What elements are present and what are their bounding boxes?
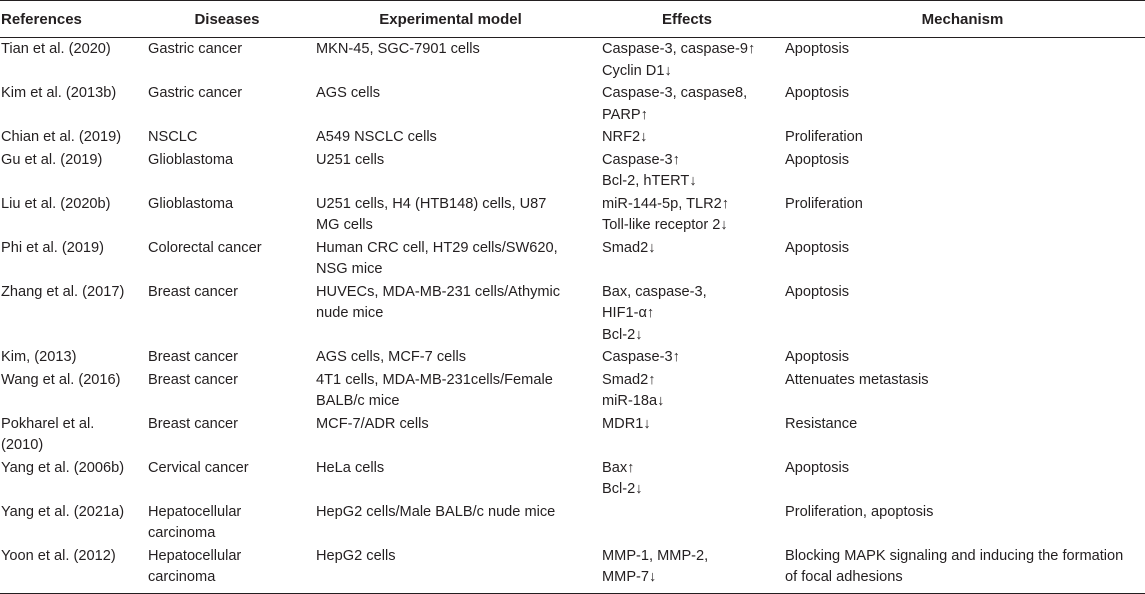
- disease-cell-line: Cervical cancer: [148, 459, 249, 476]
- disease-cell-line: Gastric cancer: [148, 41, 243, 57]
- mechanism-cell: [780, 545, 1145, 594]
- model-cell-line: MKN-45, SGC-7901 cells: [316, 41, 480, 57]
- effects-cell-line: Bcl-2, hTERT↓: [602, 173, 697, 189]
- model-cell: [307, 346, 594, 369]
- disease-cell-line: Breast cancer: [148, 415, 239, 432]
- effects-cell: [594, 545, 780, 594]
- disease-cell: [147, 501, 307, 545]
- reference-cell-line: Pokharel et al.: [1, 415, 95, 432]
- model-cell-line: MCF-7/ADR cells: [316, 415, 429, 432]
- reference-cell-line: Yoon et al. (2012): [1, 547, 116, 564]
- effects-cell: [594, 369, 780, 413]
- mechanism-cell: [780, 501, 1145, 545]
- disease-cell: [147, 126, 307, 149]
- disease-cell-line: Gastric cancer: [148, 85, 243, 101]
- mechanism-cell-line: Blocking MAPK signaling and inducing the formation: [785, 547, 1124, 564]
- effects-cell: [594, 126, 780, 149]
- reference-cell: [0, 346, 147, 369]
- table-row: [0, 413, 1145, 457]
- effects-cell-line: PARP↑: [602, 106, 648, 123]
- disease-cell: [147, 413, 307, 457]
- disease-cell-line: Glioblastoma: [148, 195, 234, 212]
- table-row: [0, 369, 1145, 413]
- model-cell-line: AGS cells, MCF-7 cells: [316, 349, 467, 365]
- mechanism-cell-line: Proliferation, apoptosis: [785, 503, 934, 520]
- model-cell: [307, 193, 594, 237]
- reference-cell: [0, 193, 147, 237]
- mechanism-cell-line: Resistance: [785, 415, 858, 432]
- reference-cell: [0, 545, 147, 594]
- header-mechanism: Mechanism: [780, 1, 1145, 38]
- table-row: [0, 501, 1145, 545]
- model-cell-line: HUVECs, MDA-MB-231 cells/Athymic: [316, 283, 561, 300]
- effects-cell-line: Caspase-3↑: [602, 151, 680, 168]
- reference-cell: [0, 126, 147, 149]
- reference-cell-line: Wang et al. (2016): [1, 371, 121, 388]
- model-cell: [307, 281, 594, 347]
- reference-cell-line: Yang et al. (2021a): [1, 503, 125, 520]
- disease-cell: [147, 82, 307, 126]
- reference-cell-line: (2010): [1, 437, 44, 453]
- mechanism-cell: [780, 281, 1145, 347]
- disease-cell: [147, 237, 307, 281]
- model-cell-line: U251 cells: [316, 151, 385, 168]
- mechanism-cell: [780, 457, 1145, 501]
- reference-cell-line: Zhang et al. (2017): [1, 283, 125, 300]
- table-row: [0, 149, 1145, 193]
- disease-cell-line: Colorectal cancer: [148, 239, 262, 256]
- mechanism-cell: [780, 346, 1145, 369]
- reference-cell: [0, 457, 147, 501]
- effects-cell-line: Bcl-2↓: [602, 481, 643, 497]
- mechanism-cell: [780, 82, 1145, 126]
- mechanism-cell-line: Apoptosis: [785, 349, 850, 365]
- effects-cell-line: miR-144-5p, TLR2↑: [602, 195, 730, 212]
- model-cell: [307, 149, 594, 193]
- reference-cell-line: Kim, (2013): [1, 349, 77, 365]
- model-cell: [307, 82, 594, 126]
- effects-cell-line: Toll-like receptor 2↓: [602, 217, 728, 233]
- reference-cell: [0, 413, 147, 457]
- model-cell-line: MG cells: [316, 217, 373, 233]
- mechanism-cell-line: of focal adhesions: [785, 569, 903, 585]
- mechanism-cell-line: Apoptosis: [785, 239, 850, 256]
- effects-cell: [594, 149, 780, 193]
- model-cell-line: Human CRC cell, HT29 cells/SW620,: [316, 239, 558, 256]
- effects-cell: [594, 193, 780, 237]
- model-cell: [307, 126, 594, 149]
- table-row: [0, 38, 1145, 83]
- reference-cell: [0, 82, 147, 126]
- disease-cell-line: Hepatocellular: [148, 503, 242, 520]
- model-cell-line: HepG2 cells/Male BALB/c nude mice: [316, 503, 556, 520]
- effects-cell: [594, 281, 780, 347]
- disease-cell-line: Glioblastoma: [148, 151, 234, 168]
- mechanism-cell-line: Attenuates metastasis: [785, 371, 929, 388]
- model-cell: [307, 38, 594, 83]
- reference-cell-line: Gu et al. (2019): [1, 151, 103, 168]
- effects-cell-line: NRF2↓: [602, 129, 648, 145]
- disease-cell: [147, 457, 307, 501]
- model-cell-line: BALB/c mice: [316, 393, 400, 409]
- mechanism-cell: [780, 149, 1145, 193]
- table-row: [0, 457, 1145, 501]
- disease-cell-line: Breast cancer: [148, 371, 239, 388]
- model-cell-line: HeLa cells: [316, 459, 385, 476]
- mechanism-cell-line: Apoptosis: [785, 459, 850, 476]
- reference-cell: [0, 149, 147, 193]
- effects-cell-line: miR-18a↓: [602, 393, 665, 409]
- mechanism-cell: [780, 38, 1145, 83]
- reference-cell-line: Tian et al. (2020): [1, 41, 111, 57]
- header-effects: Effects: [594, 1, 780, 38]
- table-row: [0, 237, 1145, 281]
- effects-cell-line: MDR1↓: [602, 415, 651, 432]
- effects-cell-line: Caspase-3↑: [602, 349, 680, 365]
- model-cell-line: NSG mice: [316, 261, 383, 277]
- effects-cell-line: HIF1-α↑: [602, 305, 655, 321]
- disease-cell: [147, 346, 307, 369]
- effects-cell-line: Bax, caspase-3,: [602, 283, 707, 300]
- table-row: [0, 545, 1145, 594]
- disease-cell: [147, 545, 307, 594]
- reference-cell: [0, 237, 147, 281]
- disease-cell-line: Breast cancer: [148, 349, 239, 365]
- effects-cell-line: Smad2↑: [602, 371, 656, 388]
- mechanism-cell-line: Proliferation: [785, 195, 863, 212]
- effects-cell: [594, 82, 780, 126]
- mechanism-cell: [780, 126, 1145, 149]
- effects-cell: [594, 413, 780, 457]
- mechanism-cell-line: Proliferation: [785, 129, 863, 145]
- header-row: [0, 1, 1145, 38]
- model-cell: [307, 457, 594, 501]
- reference-cell-line: Liu et al. (2020b): [1, 195, 111, 212]
- model-cell-line: AGS cells: [316, 85, 381, 101]
- mechanism-cell-line: Apoptosis: [785, 85, 850, 101]
- reference-cell: [0, 369, 147, 413]
- model-cell: [307, 413, 594, 457]
- mechanism-cell: [780, 369, 1145, 413]
- disease-cell-line: carcinoma: [148, 525, 216, 541]
- mechanism-cell-line: Apoptosis: [785, 151, 850, 168]
- reference-cell-line: Yang et al. (2006b): [1, 459, 125, 476]
- effects-cell-line: Cyclin D1↓: [602, 62, 672, 79]
- effects-cell-line: Caspase-3, caspase8,: [602, 85, 748, 101]
- reference-cell-line: Chian et al. (2019): [1, 129, 122, 145]
- effects-cell: [594, 38, 780, 83]
- table-row: [0, 281, 1145, 347]
- disease-cell: [147, 281, 307, 347]
- table-row: [0, 193, 1145, 237]
- effects-cell: [594, 501, 780, 545]
- mechanism-cell-line: Apoptosis: [785, 41, 850, 57]
- reference-cell: [0, 501, 147, 545]
- effects-cell-line: MMP-1, MMP-2,: [602, 547, 709, 564]
- table-body: [0, 38, 1145, 594]
- effects-cell-line: Caspase-3, caspase-9↑: [602, 41, 756, 57]
- disease-cell-line: Breast cancer: [148, 283, 239, 300]
- effects-cell: [594, 237, 780, 281]
- model-cell-line: 4T1 cells, MDA-MB-231cells/Female: [316, 371, 553, 388]
- mechanism-cell: [780, 193, 1145, 237]
- model-cell: [307, 369, 594, 413]
- reference-cell: [0, 38, 147, 83]
- reference-cell-line: Phi et al. (2019): [1, 239, 105, 256]
- model-cell: [307, 545, 594, 594]
- model-cell-line: nude mice: [316, 305, 384, 321]
- reference-cell-line: Kim et al. (2013b): [1, 85, 117, 101]
- mechanism-cell: [780, 413, 1145, 457]
- table-row: [0, 346, 1145, 369]
- model-cell: [307, 501, 594, 545]
- table-row: [0, 126, 1145, 149]
- disease-cell-line: NSCLC: [148, 129, 198, 145]
- model-cell-line: A549 NSCLC cells: [316, 129, 437, 145]
- model-cell: [307, 237, 594, 281]
- disease-cell: [147, 149, 307, 193]
- disease-cell: [147, 38, 307, 83]
- header-experimental-model: Experimental model: [307, 1, 594, 38]
- effects-cell-line: MMP-7↓: [602, 569, 657, 585]
- effects-cell-line: Bax↑: [602, 459, 635, 476]
- effects-cell: [594, 346, 780, 369]
- header-references: References: [0, 1, 147, 38]
- disease-cell: [147, 193, 307, 237]
- header-diseases: Diseases: [147, 1, 307, 38]
- effects-cell: [594, 457, 780, 501]
- model-cell-line: HepG2 cells: [316, 547, 396, 564]
- effects-cell-line: Smad2↓: [602, 239, 656, 256]
- disease-cell: [147, 369, 307, 413]
- table-row: [0, 82, 1145, 126]
- disease-cell-line: Hepatocellular: [148, 547, 242, 564]
- disease-cell-line: carcinoma: [148, 569, 216, 585]
- reference-cell: [0, 281, 147, 347]
- mechanism-cell: [780, 237, 1145, 281]
- model-cell-line: U251 cells, H4 (HTB148) cells, U87: [316, 195, 547, 212]
- effects-cell-line: Bcl-2↓: [602, 326, 643, 343]
- mechanism-cell-line: Apoptosis: [785, 283, 850, 300]
